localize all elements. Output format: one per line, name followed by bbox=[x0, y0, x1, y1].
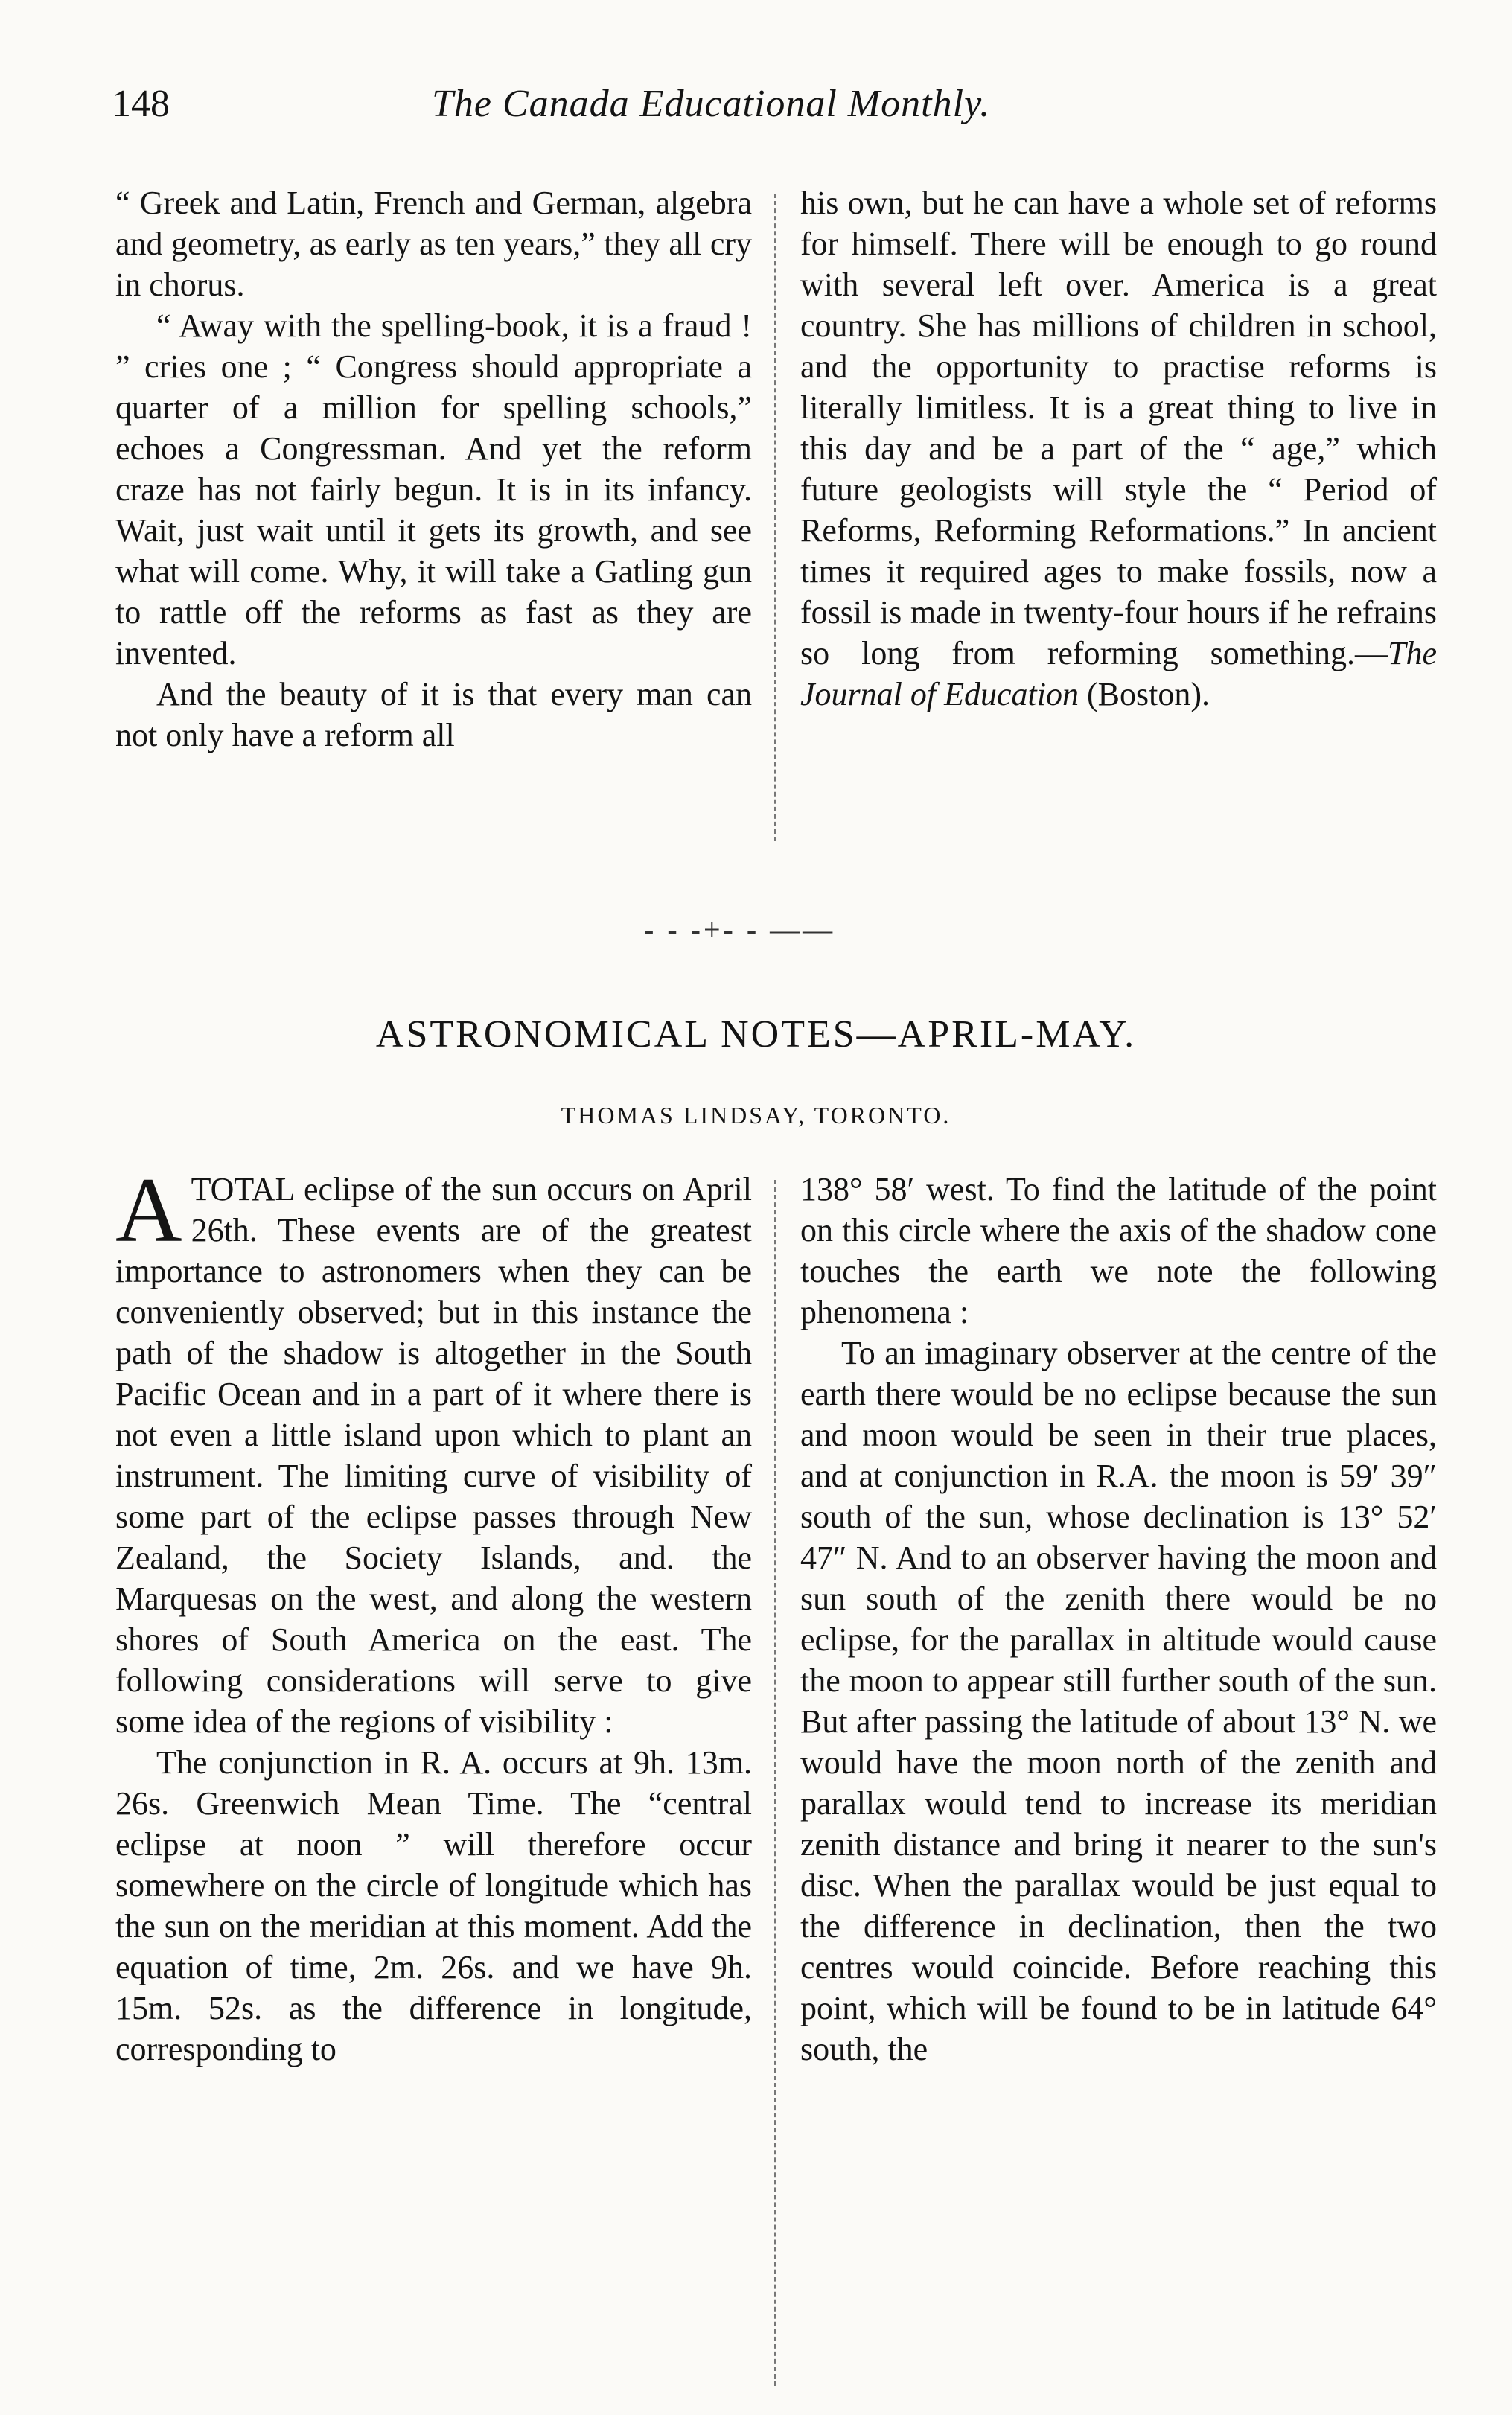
column-divider bbox=[774, 194, 776, 841]
paragraph-text: his own, but he can have a whole set of reforms for himself. There will be enough to go round with several left over. America is a great country. She has millions of children in school, and the opportunity to practise reforms is literally limitless. It is a great thing to live in this day and be a part of the “ age,” which future geologists will style the “ Period of Reforms, Reforming Reformations.” In ancient times it required ages to make fossils, now a fossil is made in twenty-four hours if he refrains so long from reforming something.— bbox=[800, 185, 1437, 671]
paragraph: And the beauty of it is that every man can not only have a reform all bbox=[115, 676, 752, 753]
top-right-column bbox=[800, 182, 1437, 715]
paragraph bbox=[800, 182, 1437, 715]
article-title: ASTRONOMICAL NOTES—APRIL-MAY. bbox=[375, 1013, 1137, 1056]
section-ornament: - - -+- - —— bbox=[644, 913, 836, 946]
citation-place: (Boston). bbox=[1078, 676, 1210, 712]
page-header bbox=[112, 82, 1392, 149]
paragraph bbox=[115, 1159, 752, 1742]
paragraph: “ Greek and Latin, French and German, algebra and geometry, as early as ten years,” they all cry in chorus. bbox=[115, 185, 752, 303]
running-title: The Canada Educational Monthly. bbox=[432, 83, 991, 125]
paragraph: 138° 58′ west. To find the latitude of the point on this circle where the axis of the shadow cone touches the earth we note the following phenomena : bbox=[800, 1171, 1437, 1330]
top-left-column bbox=[115, 182, 752, 756]
paragraph: To an imaginary observer at the centre of the earth there would be no eclipse because the sun and moon would be seen in their true places, and at conjunction in R.A. the moon is 59′ 39″ south of the sun, whose declination is 13° 52′ 47″ N. And to an observer having the moon and sun south of the zenith there would be no eclipse, for the parallax in altitude would cause the moon to appear still further south of the sun. But after passing the latitude of about 13° N. we would have the moon north of the zenith and parallax would tend to increase its meridian zenith distance and bring it nearer to the sun's disc. When the parallax would be just equal to the difference in declination, then the two centres would coincide. Before reaching this point, which will be found to be in latitude 64° south, the bbox=[800, 1335, 1437, 2067]
article-author: THOMAS LINDSAY, TORONTO. bbox=[561, 1102, 951, 1129]
paragraph: The conjunction in R. A. occurs at 9h. 13m. 26s. Greenwich Mean Time. The “central eclipse at noon ” will therefore occur somewhere on the circle of longitude which has the sun on the meridian at this moment. Add the equation of time, 2m. 26s. and we have 9h. 15m. 52s. as the difference in longitude, corresponding to bbox=[115, 1744, 752, 2067]
journal-citation: The Journal of Education bbox=[800, 635, 1437, 712]
column-divider bbox=[774, 1180, 776, 2386]
paragraph-text: TOTAL eclipse of the sun occurs on April 26th. These events are of the greatest importance to astronomers when they can be conveniently observed; but in this instance the path of the shadow is altogether in the South Pacific Ocean and in a part of it where there is not even a little island upon which to plant an instrument. The limiting curve of visibility of some part of the eclipse passes through New Zealand, the Society Islands, and. the Marquesas on the west, and along the western shores of South America on the east. The following considerations will serve to give some idea of the regions of visibility : bbox=[115, 1171, 752, 1740]
page-number: 148 bbox=[112, 83, 170, 125]
bottom-left-column bbox=[115, 1159, 752, 2070]
bottom-right-column bbox=[800, 1169, 1437, 2070]
paragraph: “ Away with the spelling-book, it is a fraud ! ” cries one ; “ Congress should appropriate a quarter of a million for spelling schools,” echoes a Congressman. And yet the reform craze has not fairly begun. It is in its infancy. Wait, just wait until it gets its growth, and see what will come. Why, it will take a Gatling gun to rattle off the reforms as fast as they are invented. bbox=[115, 307, 752, 671]
drop-cap: A bbox=[115, 1159, 182, 1261]
